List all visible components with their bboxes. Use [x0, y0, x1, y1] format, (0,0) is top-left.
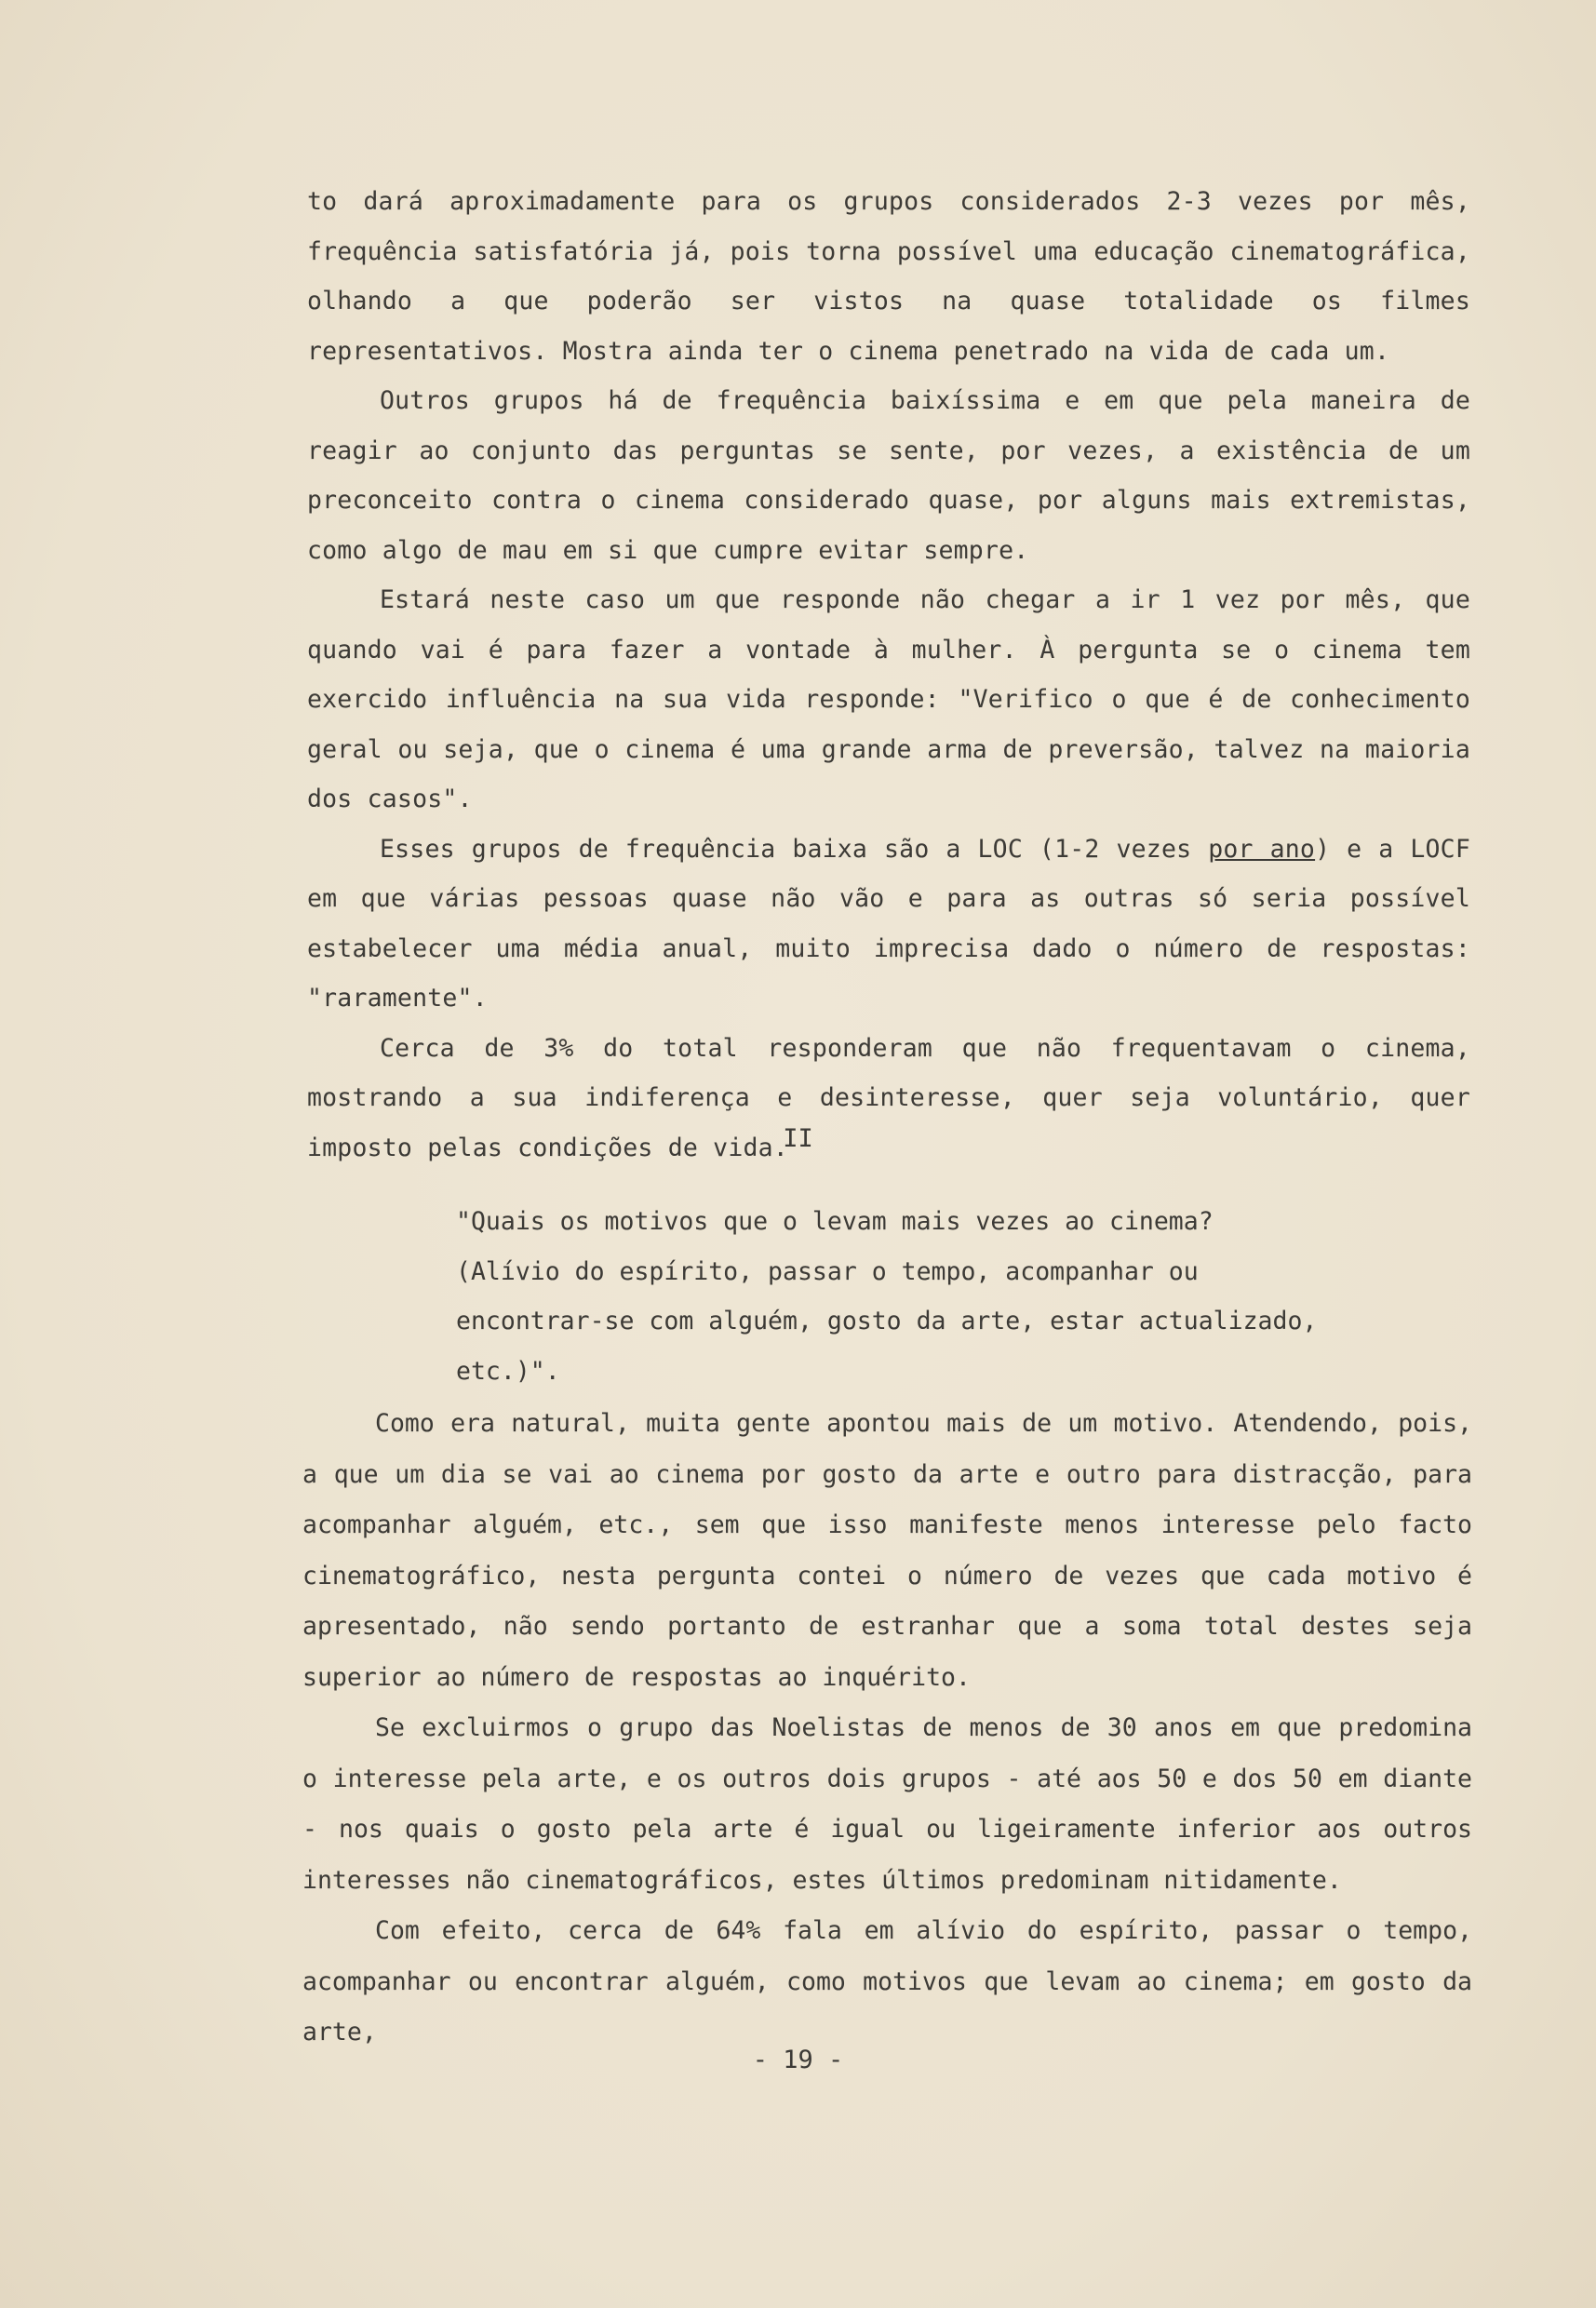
- paragraph-example-response: Estará neste caso um que responde não chegar a ir 1 vez por mês, que quando vai é para fazer a vontade à mulher. À pergunta se o cinema tem exercido influência na sua vida responde: "Verifico o que é de conhecimento geral ou seja, que o cinema é uma grande arma de preversão, talvez na maioria dos casos".: [307, 585, 1470, 813]
- section-heading: II: [783, 1124, 813, 1153]
- body-text-bottom: [302, 1399, 1472, 2059]
- paragraph-loc-locf: [307, 825, 1470, 1024]
- paragraph-percentage: Com efeito, cerca de 64% fala em alívio do espírito, passar o tempo, acompanhar ou encontrar alguém, como motivos que levam ao cinema; em gosto da arte,: [302, 1916, 1472, 2046]
- survey-question: [456, 1197, 1331, 1396]
- question-text: "Quais os motivos que o levam mais vezes ao cinema? (Alívio do espírito, passar o tempo, acompanhar ou encontrar-se com alguém, gosto da arte, estar actualizado, etc.)".: [456, 1207, 1318, 1386]
- loc-text-before: Esses grupos de frequência baixa são a LOC (1-2 vezes: [380, 834, 1209, 864]
- paragraph-non-attendance: Cerca de 3% do total responderam que não frequentavam o cinema, mostrando a sua indiferença e desinteresse, quer seja voluntário, quer imposto pelas condições de vida.: [307, 1033, 1470, 1162]
- body-text-top: [307, 177, 1470, 1173]
- loc-text-underlined: por ano: [1208, 834, 1316, 864]
- paragraph-low-frequency-groups: Outros grupos há de frequência baixíssima e em que pela maneira de reagir ao conjunto das perguntas se sente, por vezes, a existência de um preconceito contra o cinema considerado quase, por alguns mais extremistas, como algo de mau em si que cumpre evitar sempre.: [307, 386, 1470, 565]
- paragraph-excluding-groups: Se excluirmos o grupo das Noelistas de menos de 30 anos em que predomina o interesse pela arte, e os outros dois grupos - até aos 50 e dos 50 em diante - nos quais o gosto pela arte é igual ou ligeiramente inferior aos outros interesses não cinematográficos, estes últimos predominam nitidamente.: [302, 1713, 1472, 1895]
- loc-text-after: ) e a LOCF em que várias pessoas quase não vão e para as outras só seria possível estabelecer uma média anual, muito imprecisa dado o número de respostas: "raramente".: [307, 834, 1470, 1013]
- paragraph-multiple-motives: Como era natural, muita gente apontou mais de um motivo. Atendendo, pois, a que um dia se vai ao cinema por gosto da arte e outro para distracção, para acompanhar alguém, etc., sem que isso manifeste menos interesse pelo facto cinematográfico, nesta pergunta contei o número de vezes que cada motivo é apresentado, não sendo portanto de estranhar que a soma total destes seja superior ao número de respostas ao inquérito.: [302, 1409, 1472, 1692]
- paragraph-continuation: to dará aproximadamente para os grupos considerados 2-3 vezes por mês, frequência satisfatória já, pois torna possível uma educação cinematográfica, olhando a que poderão ser vistos na quase totalidade os filmes representativos. Mostra ainda ter o cinema penetrado na vida de cada um.: [307, 187, 1470, 366]
- page-number: - 19 -: [752, 2046, 844, 2074]
